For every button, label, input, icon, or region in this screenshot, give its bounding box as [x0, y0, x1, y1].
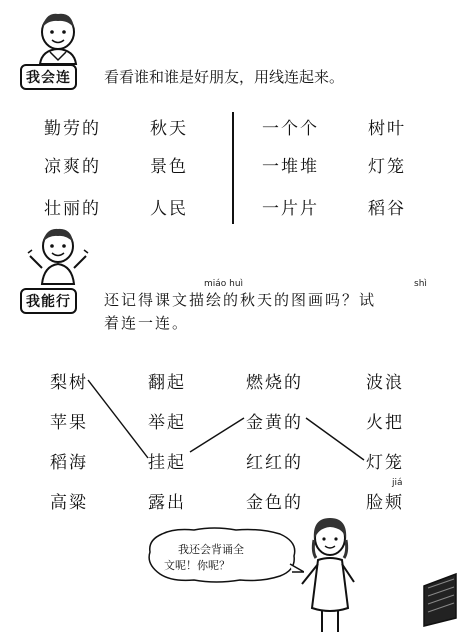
section2-badge: 我能行 [20, 288, 77, 314]
word-shuye: 树叶 [368, 119, 406, 139]
word-jinhuangde: 金黄的 [246, 413, 303, 433]
word-yiduidui: 一堆堆 [262, 157, 319, 177]
bubble-text-line1: 我还会背诵全 [178, 543, 244, 556]
word-daogu: 稻谷 [368, 199, 406, 219]
word-lianjia: 脸颊 [366, 493, 404, 513]
line-jinhuangde-denglong [306, 418, 364, 460]
section2-instruction-line2: 着连一连。 [104, 314, 190, 332]
word-denglong-1: 灯笼 [368, 157, 406, 177]
word-jingse: 景色 [150, 157, 188, 177]
word-fanqi: 翻起 [148, 373, 186, 393]
word-ranshaode: 燃烧的 [246, 373, 303, 393]
word-renmin: 人民 [150, 199, 188, 219]
pinyin-jia: jiá [392, 478, 403, 488]
section1-instruction: 看看谁和谁是好朋友，用线连起来。 [104, 68, 345, 86]
word-qiutian: 秋天 [150, 119, 188, 139]
word-qinlao: 勤劳的 [44, 119, 101, 139]
word-zhuangli: 壮丽的 [44, 199, 101, 219]
line-guaqi-jinhuangde [190, 418, 244, 452]
word-juqi: 举起 [148, 413, 186, 433]
bubble-text-line2: 文呢！你呢？ [164, 559, 230, 572]
word-denglong-2: 灯笼 [366, 453, 404, 473]
word-jinsede: 金色的 [246, 493, 303, 513]
section2-instruction-line1: 还记得课文描绘的秋天的图画吗？试 [104, 291, 377, 309]
word-liangshuang: 凉爽的 [44, 157, 101, 177]
word-yigege: 一个个 [262, 119, 319, 139]
word-gaoliang: 高粱 [50, 493, 88, 513]
word-luchu: 露出 [148, 493, 186, 513]
book-corner-icon [420, 570, 460, 628]
word-yipianpian: 一片片 [262, 199, 319, 219]
section1-badge: 我会连 [20, 64, 77, 90]
word-daohai: 稻海 [50, 453, 88, 473]
word-bolang: 波浪 [366, 373, 404, 393]
word-guaqi: 挂起 [148, 453, 186, 473]
pinyin-shi: shì [414, 279, 427, 289]
word-honghongde: 红红的 [246, 453, 303, 473]
word-pingguo: 苹果 [50, 413, 88, 433]
word-huoba: 火把 [366, 413, 404, 433]
line-lishu-guaqi [88, 380, 148, 458]
girl-cartoon-icon [298, 512, 362, 636]
word-lishu: 梨树 [50, 373, 88, 393]
pinyin-miaohui: miáo huì [204, 279, 244, 289]
